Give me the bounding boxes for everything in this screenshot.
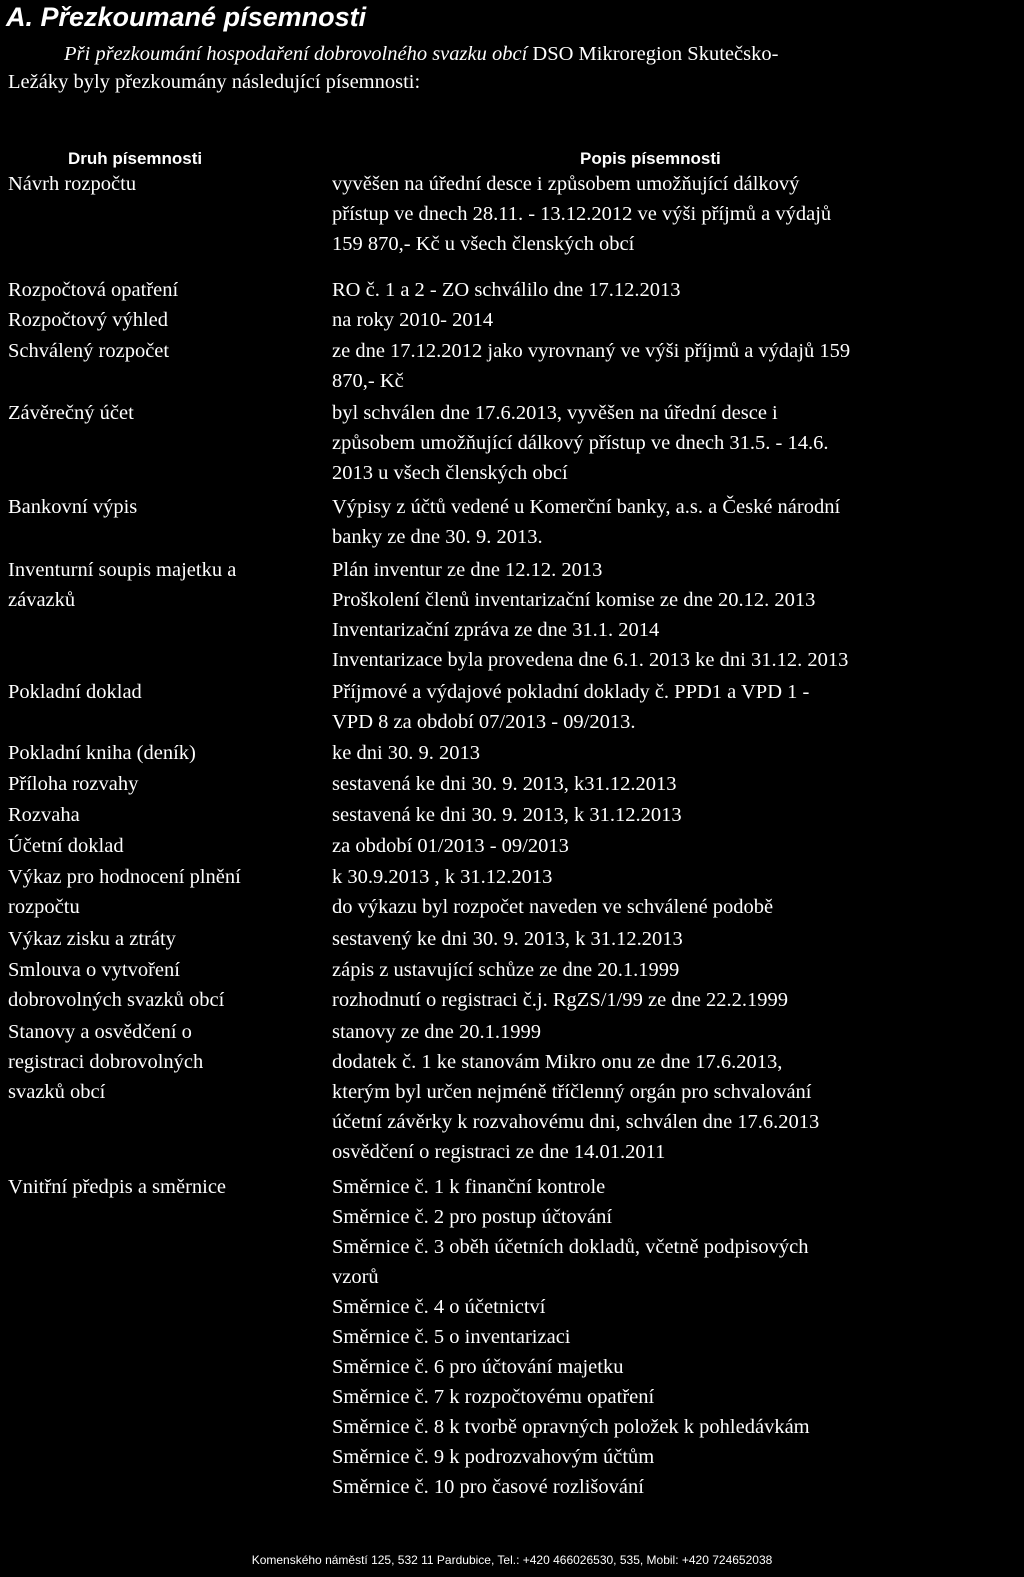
document-description-text: Inventarizační zpráva ze dne 31.1. 2014	[332, 619, 660, 641]
column-header-description: Popis písemnosti	[580, 149, 721, 168]
document-type-text: Výkaz pro hodnocení plnění	[8, 866, 241, 888]
document-description-text: banky ze dne 30. 9. 2013.	[332, 526, 543, 548]
document-description-text: sestavená ke dni 30. 9. 2013, k31.12.2013	[332, 773, 677, 795]
document-type-text: Příloha rozvahy	[8, 773, 139, 795]
document-type-text: Schválený rozpočet	[8, 340, 170, 362]
document-description-cell	[332, 398, 1022, 488]
document-description-text: RO č. 1 a 2 - ZO schválilo dne 17.12.2013	[332, 279, 681, 301]
document-description-text: vzorů	[332, 1266, 379, 1288]
document-description-cell	[332, 1172, 1022, 1502]
document-type-cell	[8, 398, 328, 428]
document-description-cell	[332, 555, 1022, 675]
document-type-cell	[8, 831, 328, 861]
document-description-text: stanovy ze dne 20.1.1999	[332, 1021, 541, 1043]
document-type-cell	[8, 336, 328, 366]
document-description-text: byl schválen dne 17.6.2013, vyvěšen na úřední desce i	[332, 402, 778, 424]
document-description-cell	[332, 677, 1022, 737]
document-description-cell	[332, 492, 1022, 552]
footer-contact: Komenského náměstí 125, 532 11 Pardubice, Tel.: +420 466026530, 535, Mobil: +420 724652038	[251, 1553, 773, 1567]
document-description-text: Směrnice č. 9 k podrozvahovým účtům	[332, 1446, 655, 1468]
document-type-text: registraci dobrovolných	[8, 1051, 204, 1073]
intro-italic-text: Při přezkoumání hospodaření dobrovolného svazku obcí	[64, 43, 528, 65]
document-description-text: 159 870,- Kč u všech členských obcí	[332, 233, 635, 255]
document-description-text: Směrnice č. 5 o inventarizaci	[332, 1326, 571, 1348]
document-type-text: Účetní doklad	[8, 835, 124, 857]
document-type-cell	[8, 169, 328, 199]
document-type-cell	[8, 677, 328, 707]
document-description-text: způsobem umožňující dálkový přístup ve dnech 31.5. - 14.6.	[332, 432, 829, 454]
document-description-text: Příjmové a výdajové pokladní doklady č. PPD1 a VPD 1 -	[332, 681, 810, 703]
document-type-text: Rozpočtová opatření	[8, 279, 179, 301]
document-description-text: k 30.9.2013 , k 31.12.2013	[332, 866, 553, 888]
document-description-text: Směrnice č. 7 k rozpočtovému opatření	[332, 1386, 655, 1408]
document-type-cell	[8, 1172, 328, 1202]
document-description-text: kterým byl určen nejméně tříčlenný orgán pro schvalování	[332, 1081, 812, 1103]
document-description-text: do výkazu byl rozpočet naveden ve schválené podobě	[332, 896, 774, 918]
document-description-text: Směrnice č. 8 k tvorbě opravných položek k pohledávkám	[332, 1416, 810, 1438]
document-description-text: Směrnice č. 10 pro časové rozlišování	[332, 1476, 644, 1498]
document-description-text: dodatek č. 1 ke stanovám Mikro onu ze dne 17.6.2013,	[332, 1051, 783, 1073]
document-type-text: Bankovní výpis	[8, 496, 138, 518]
document-type-text: Smlouva o vytvoření	[8, 959, 180, 981]
document-description-text: Směrnice č. 6 pro účtování majetku	[332, 1356, 624, 1378]
document-type-text: Návrh rozpočtu	[8, 173, 137, 195]
document-description-text: 870,- Kč	[332, 370, 404, 392]
document-description-cell	[332, 275, 1022, 305]
document-type-cell	[8, 769, 328, 799]
document-description-text: Inventarizace byla provedena dne 6.1. 2013 ke dni 31.12. 2013	[332, 649, 849, 671]
document-description-text: Směrnice č. 3 oběh účetních dokladů, včetně podpisových	[332, 1236, 809, 1258]
document-description-cell	[332, 800, 1022, 830]
document-description-text: přístup ve dnech 28.11. - 13.12.2012 ve výši příjmů a výdajů	[332, 203, 832, 225]
document-description-text: sestavený ke dni 30. 9. 2013, k 31.12.2013	[332, 928, 683, 950]
document-description-cell	[332, 831, 1022, 861]
section-heading: A. Přezkoumané písemnosti	[6, 2, 367, 32]
document-type-text: dobrovolných svazků obcí	[8, 989, 225, 1011]
document-description-cell	[332, 769, 1022, 799]
document-description-cell	[332, 169, 1022, 259]
document-type-text: svazků obcí	[8, 1081, 106, 1103]
document-type-text: rozpočtu	[8, 896, 80, 918]
document-description-text: rozhodnutí o registraci č.j. RgZS/1/99 ze dne 22.2.1999	[332, 989, 789, 1011]
document-type-text: Stanovy a osvědčení o	[8, 1021, 192, 1043]
intro-org-name: DSO Mikroregion Skutečsko-	[527, 43, 779, 65]
document-description-text: na roky 2010- 2014	[332, 309, 494, 331]
document-description-cell	[332, 955, 1022, 1015]
document-type-text: Inventurní soupis majetku a	[8, 559, 237, 581]
document-description-text: zápis z ustavující schůze ze dne 20.1.1999	[332, 959, 680, 981]
document-type-cell	[8, 275, 328, 305]
document-description-text: ze dne 17.12.2012 jako vyrovnaný ve výši příjmů a výdajů 159	[332, 340, 851, 362]
document-description-text: osvědčení o registraci ze dne 14.01.2011	[332, 1141, 666, 1163]
document-description-text: vyvěšen na úřední desce i způsobem umožňující dálkový	[332, 173, 800, 195]
document-type-cell	[8, 555, 328, 615]
document-description-cell	[332, 924, 1022, 954]
document-description-cell	[332, 336, 1022, 396]
document-description-text: VPD 8 za období 07/2013 - 09/2013.	[332, 711, 636, 733]
column-header-type: Druh písemnosti	[68, 149, 203, 168]
document-type-text: Výkaz zisku a ztráty	[8, 928, 176, 950]
intro-line-2: Ležáky byly přezkoumány následující písemnosti:	[8, 71, 421, 93]
document-type-cell	[8, 305, 328, 335]
document-description-text: ke dni 30. 9. 2013	[332, 742, 481, 764]
document-type-cell	[8, 924, 328, 954]
document-description-cell	[332, 738, 1022, 768]
document-description-text: 2013 u všech členských obcí	[332, 462, 568, 484]
document-type-text: Rozvaha	[8, 804, 80, 826]
document-type-cell	[8, 492, 328, 522]
document-description-text: sestavená ke dni 30. 9. 2013, k 31.12.2013	[332, 804, 682, 826]
document-type-cell	[8, 800, 328, 830]
document-description-text: Směrnice č. 2 pro postup účtování	[332, 1206, 613, 1228]
document-description-text: za období 01/2013 - 09/2013	[332, 835, 569, 857]
document-type-text: Pokladní doklad	[8, 681, 142, 703]
document-description-text: Směrnice č. 4 o účetnictví	[332, 1296, 546, 1318]
document-type-text: Vnitřní předpis a směrnice	[8, 1176, 227, 1198]
document-type-text: Závěrečný účet	[8, 402, 134, 424]
document-type-cell	[8, 862, 328, 922]
document-type-text: Pokladní kniha (deník)	[8, 742, 196, 764]
document-description-cell	[332, 305, 1022, 335]
document-description-text: účetní závěrky k rozvahovému dni, schválen dne 17.6.2013	[332, 1111, 820, 1133]
document-description-text: Výpisy z účtů vedené u Komerční banky, a.s. a České národní	[332, 496, 841, 518]
document-type-text: Rozpočtový výhled	[8, 309, 168, 331]
document-description-text: Směrnice č. 1 k finanční kontrole	[332, 1176, 606, 1198]
document-type-cell	[8, 738, 328, 768]
document-type-text: závazků	[8, 589, 76, 611]
document-description-text: Proškolení členů inventarizační komise ze dne 20.12. 2013	[332, 589, 816, 611]
document-description-cell	[332, 1017, 1022, 1167]
document-description-text: Plán inventur ze dne 12.12. 2013	[332, 559, 603, 581]
document-type-cell	[8, 1017, 328, 1107]
document-type-cell	[8, 955, 328, 1015]
document-description-cell	[332, 862, 1022, 922]
